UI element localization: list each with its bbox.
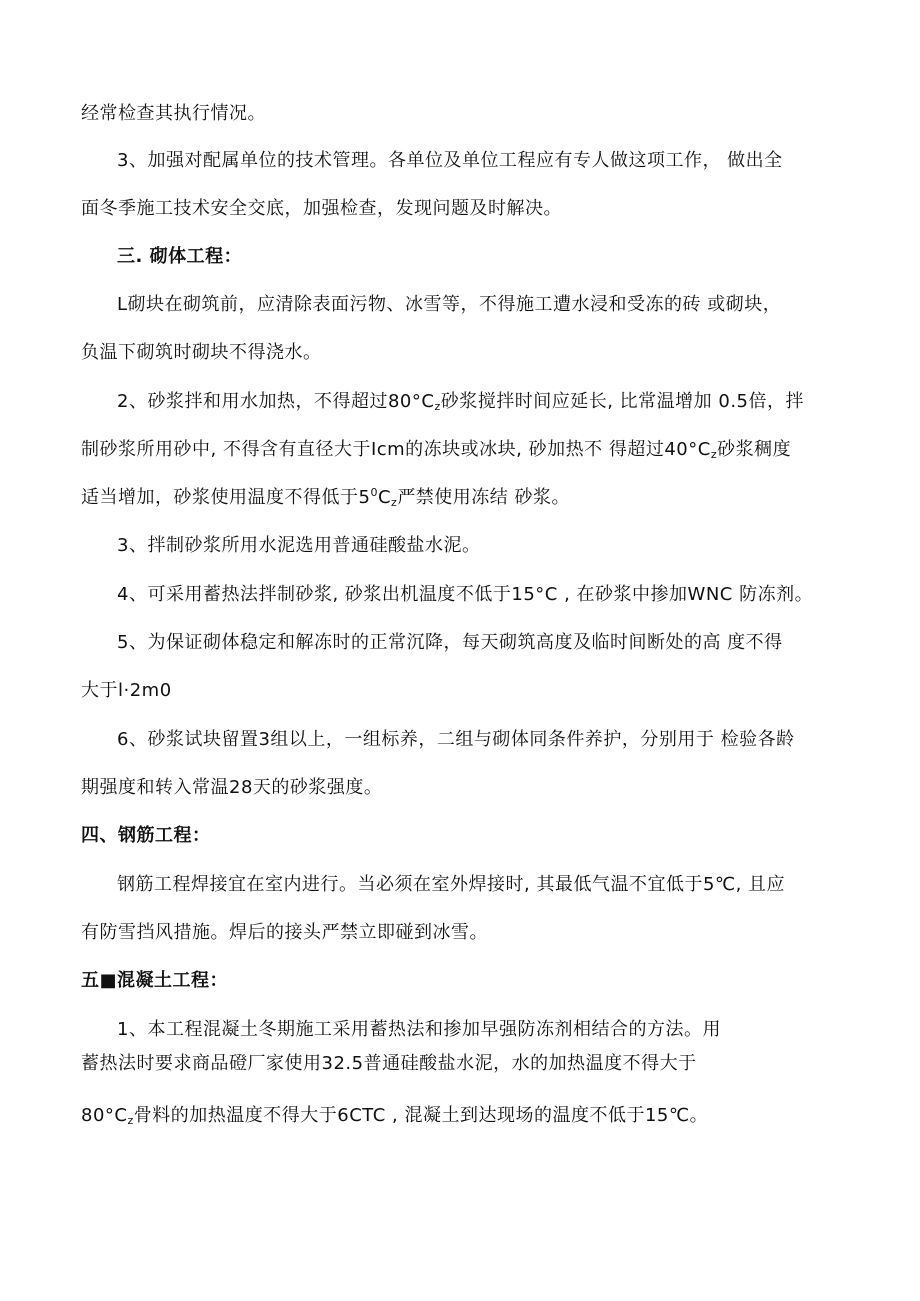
paragraph-line: L砌块在砌筑前，应清除表面污物、冰雪等，不得施工遭水浸和受冻的砖 或砌块， xyxy=(117,294,782,315)
paragraph-line: 4、可采用蓄热法拌制砂浆, 砂浆出机温度不低于15°C , 在砂浆中掺加WNC 防冻剂。 xyxy=(117,584,814,605)
section-heading: 五■混凝土工程： xyxy=(81,970,229,991)
paragraph-line: 蓄热法时要求商品磴厂家使用32.5普通硅酸盐水泥，水的加热温度不得大于 xyxy=(81,1053,697,1074)
paragraph-line xyxy=(81,1104,708,1128)
paragraph-line: 有防雪挡风措施。焊后的接头严禁立即碰到冰雪。 xyxy=(81,922,488,943)
paragraph-line: 面冬季施工技术安全交底，加强检查，发现问题及时解决。 xyxy=(81,198,562,219)
paragraph-line xyxy=(117,390,804,414)
section-heading: 四、钢筋工程： xyxy=(81,825,211,846)
subscript: z xyxy=(710,448,718,461)
paragraph-line: 3、拌制砂浆所用水泥选用普通硅酸盐水泥。 xyxy=(117,535,481,556)
superscript: 0 xyxy=(370,486,378,499)
paragraph-line: 大于l·2m0 xyxy=(81,680,172,701)
paragraph-line: 6、砂浆试块留置3组以上，一组标养，二组与砌体同条件养护，分别用于 检验各龄 xyxy=(117,729,795,750)
paragraph-line: 钢筋工程焊接宜在室内进行。当必须在室外焊接时, 其最低气温不宜低于5℃, 且应 xyxy=(117,874,786,895)
text-segment: C xyxy=(377,487,392,508)
subscript: z xyxy=(391,496,398,509)
text-segment: 骨料的加热温度不得大于6CTC , 混凝土到达现场的温度不低于15℃。 xyxy=(133,1105,709,1126)
text-segment: 砂浆搅拌时间应延长, 比常温增加 0.5倍，拌 xyxy=(440,391,805,412)
text-segment: 适当增加，砂浆使用温度不得低于5 xyxy=(81,487,371,508)
subscript: z xyxy=(127,1114,134,1127)
paragraph-line xyxy=(81,438,791,462)
text-segment: 80°C xyxy=(81,1105,128,1126)
paragraph-line: 5、为保证砌体稳定和解冻时的正常沉降，每天砌筑高度及临时间断处的高 度不得 xyxy=(117,632,783,653)
paragraph-line: 3、加强对配属单位的技术管理。各单位及单位工程应有专人做这项工作， 做出全 xyxy=(117,150,783,171)
paragraph-line: 期强度和转入常温28天的砂浆强度。 xyxy=(81,777,383,798)
text-segment: 严禁使用冻结 砂浆。 xyxy=(397,487,571,508)
paragraph-line: 经常检查其执行情况。 xyxy=(81,103,266,124)
paragraph-line: 1、本工程混凝土冬期施工采用蓄热法和掺加早强防冻剂相结合的方法。用 xyxy=(117,1019,721,1040)
subscript: z xyxy=(434,400,441,413)
paragraph-line: 负温下砌筑时砌块不得浇水。 xyxy=(81,342,322,363)
text-segment: 制砂浆所用砂中, 不得含有直径大于Icm的冻块或冰块, 砂加热不 得超过40°C xyxy=(81,439,711,460)
paragraph-line xyxy=(81,486,570,510)
text-segment: 砂浆稠度 xyxy=(717,439,792,460)
section-heading: 三. 砌体工程： xyxy=(117,246,243,267)
text-segment: 2、砂浆拌和用水加热，不得超过80°C xyxy=(117,391,435,412)
